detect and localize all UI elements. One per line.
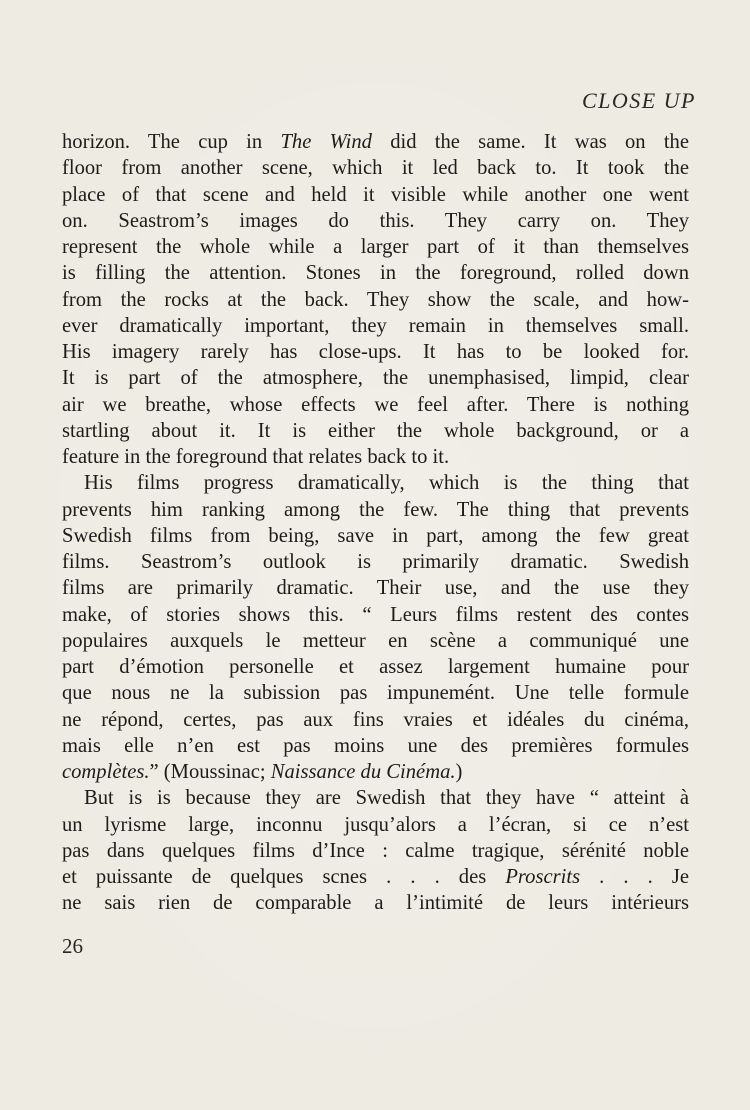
text-line <box>62 392 689 418</box>
text-run: films are primarily dramatic. Their use, and the use they <box>62 577 689 600</box>
text-line <box>62 287 689 313</box>
text-run: startling about it. It is either the whole background, or a <box>62 419 689 442</box>
body-text <box>62 129 689 917</box>
text-line <box>62 575 689 601</box>
text-line <box>62 470 689 496</box>
text-run: make, of stories shows this. “ Leurs films restent des contes <box>62 603 689 626</box>
text-line <box>62 864 689 890</box>
text-line <box>62 155 689 181</box>
text-run: air we breathe, whose effects we feel after. There is nothing <box>62 393 689 416</box>
text-run: is filling the attention. Stones in the foreground, rolled down <box>62 262 689 285</box>
text-line <box>62 182 689 208</box>
italic-text: Proscrits <box>505 866 581 888</box>
text-line <box>62 707 689 733</box>
text-run: . . . Je <box>580 866 689 888</box>
text-line <box>62 260 689 286</box>
text-line <box>62 654 689 680</box>
text-run: Swedish films from being, save in part, among the few great <box>62 524 689 547</box>
text-run: prevents him ranking among the few. The thing that prevents <box>62 498 689 521</box>
text-line <box>62 628 689 654</box>
text-line <box>62 602 689 628</box>
text-run: un lyrisme large, inconnu jusqu’alors a l’écran, si ce n’est <box>62 813 689 836</box>
text-run: films. Seastrom’s outlook is primarily dramatic. Swedish <box>62 551 689 573</box>
text-line <box>62 549 689 575</box>
text-line <box>62 733 689 759</box>
text-run: His imagery rarely has close-ups. It has to be looked for. <box>62 341 689 363</box>
text-run: et puissante de quelques scnes . . . des <box>62 866 506 888</box>
page-number: 26 <box>62 934 83 958</box>
text-run: floor from another scene, which it led back to. It took the <box>62 157 689 180</box>
text-line <box>62 339 689 365</box>
text-line <box>62 680 689 706</box>
running-head: CLOSE UP <box>581 88 696 113</box>
text-run: His films progress dramatically, which is the thing that <box>84 472 689 495</box>
text-line <box>62 497 689 523</box>
text-line <box>62 785 689 811</box>
text-line <box>62 759 689 785</box>
text-run: horizon. The cup in <box>62 131 281 153</box>
text-run: que nous ne la subission pas impunemént. Une telle formule <box>62 682 689 705</box>
text-line <box>62 444 689 470</box>
text-line <box>62 234 689 260</box>
text-run: ” (Moussinac; <box>149 761 271 783</box>
text-line <box>62 890 689 916</box>
text-line <box>62 208 689 234</box>
text-line <box>62 812 689 838</box>
text-line <box>62 129 689 155</box>
text-run: feature in the foreground that relates back to it. <box>62 446 450 468</box>
text-run: populaires auxquels le metteur en scène a communiqué une <box>62 629 689 652</box>
text-run: mais elle n’en est pas moins une des premières formules <box>62 734 689 757</box>
italic-text: The Wind <box>280 131 372 153</box>
text-run: ever dramatically important, they remain in themselves small. <box>62 314 689 337</box>
text-line <box>62 313 689 339</box>
text-line <box>62 365 689 391</box>
text-line <box>62 418 689 444</box>
text-run: ) <box>455 761 463 783</box>
text-run: on. Seastrom’s images do this. They carry on. They <box>62 209 689 232</box>
text-run: did the same. It was on the <box>371 131 689 153</box>
text-run: ne répond, certes, pas aux fins vraies et idéales du cinéma, <box>62 708 689 731</box>
text-line <box>62 523 689 549</box>
text-run: pas dans quelques films d’Ince : calme tragique, sérénité noble <box>62 839 689 862</box>
text-run: represent the whole while a larger part of it than themselves <box>62 236 689 258</box>
text-run: part d’émotion personelle et assez largement humaine pour <box>62 656 689 678</box>
text-run: It is part of the atmosphere, the unemphasised, limpid, clear <box>62 367 689 390</box>
text-line <box>62 838 689 864</box>
text-run: from the rocks at the back. They show the scale, and how- <box>62 288 689 311</box>
text-run: ne sais rien de comparable a l’intimité de leurs intérieurs <box>62 892 689 915</box>
text-run: But is is because they are Swedish that they have “ atteint à <box>84 787 689 810</box>
italic-text: complètes. <box>62 761 150 783</box>
italic-text: Naissance du Cinéma. <box>270 761 456 783</box>
text-run: place of that scene and held it visible while another one went <box>62 183 689 206</box>
